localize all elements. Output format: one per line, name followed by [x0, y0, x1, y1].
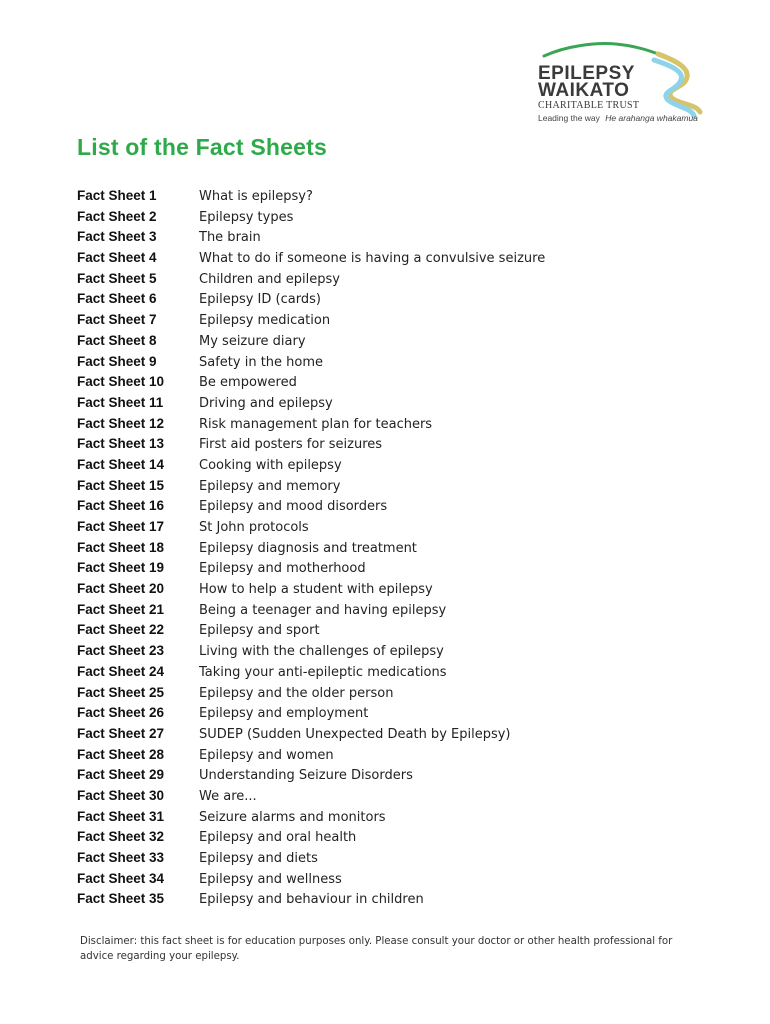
fact-sheet-row [77, 186, 697, 207]
fact-sheet-row [77, 269, 697, 290]
page-title: List of the Fact Sheets [77, 134, 327, 160]
fact-sheet-row [77, 786, 697, 807]
fact-sheet-title: Epilepsy types [199, 209, 294, 225]
fact-sheet-title: What is epilepsy? [199, 189, 313, 204]
fact-sheet-title: Safety in the home [199, 354, 324, 370]
fact-sheet-title: SUDEP (Sudden Unexpected Death by Epilepsy) [199, 726, 511, 742]
fact-sheet-row [77, 414, 697, 435]
fact-sheet-number: Fact Sheet 35 [77, 891, 165, 907]
fact-sheet-number: Fact Sheet 2 [77, 208, 157, 224]
fact-sheet-number: Fact Sheet 27 [77, 725, 165, 741]
fact-sheet-list [77, 186, 697, 910]
fact-sheet-row [77, 558, 697, 579]
fact-sheet-title: How to help a student with epilepsy [199, 582, 433, 598]
fact-sheet-number: Fact Sheet 18 [77, 539, 165, 555]
fact-sheet-row [77, 703, 697, 724]
fact-sheet-title: Epilepsy and diets [199, 851, 318, 866]
fact-sheet-number: Fact Sheet 31 [77, 808, 165, 824]
fact-sheet-row [77, 579, 697, 600]
fact-sheet-number: Fact Sheet 15 [77, 477, 165, 493]
fact-sheet-number: Fact Sheet 4 [77, 250, 157, 266]
fact-sheet-title: The brain [199, 230, 261, 246]
fact-sheet-number: Fact Sheet 28 [77, 746, 165, 762]
fact-sheet-number: Fact Sheet 3 [77, 229, 157, 245]
fact-sheet-number: Fact Sheet 30 [77, 787, 165, 803]
fact-sheet-row [77, 662, 697, 683]
fact-sheet-number: Fact Sheet 1 [77, 188, 157, 203]
fact-sheet-title: Taking your anti-epileptic medications [199, 664, 447, 680]
fact-sheet-number: Fact Sheet 13 [77, 436, 165, 452]
fact-sheet-title: Epilepsy and women [199, 747, 334, 763]
fact-sheet-number: Fact Sheet 24 [77, 663, 165, 679]
fact-sheet-row [77, 765, 697, 786]
fact-sheet-title: First aid posters for seizures [199, 437, 383, 453]
fact-sheet-row [77, 869, 697, 890]
fact-sheet-title: What to do if someone is having a convulsive seizure [199, 251, 546, 267]
fact-sheet-title: Risk management plan for teachers [199, 416, 433, 432]
fact-sheet-title: Epilepsy and oral health [199, 830, 357, 846]
fact-sheet-row [77, 331, 697, 352]
fact-sheet-row [77, 496, 697, 517]
fact-sheet-row [77, 538, 697, 559]
fact-sheet-title: Epilepsy and mood disorders [199, 499, 388, 515]
fact-sheet-title: Seizure alarms and monitors [199, 809, 386, 825]
fact-sheet-number: Fact Sheet 10 [77, 374, 165, 390]
fact-sheet-row [77, 683, 697, 704]
fact-sheet-title: Epilepsy and employment [199, 706, 369, 722]
fact-sheet-number: Fact Sheet 8 [77, 332, 157, 348]
fact-sheet-title: Epilepsy medication [199, 313, 331, 329]
fact-sheet-row [77, 517, 697, 538]
fact-sheet-title: Epilepsy and motherhood [199, 561, 366, 577]
fact-sheet-title: Epilepsy and sport [199, 623, 320, 639]
fact-sheet-title: Be empowered [199, 375, 297, 391]
fact-sheet-number: Fact Sheet 14 [77, 456, 165, 472]
fact-sheet-row [77, 600, 697, 621]
logo-tagline-maori: He arahanga whakamua [605, 113, 698, 123]
fact-sheet-row [77, 372, 697, 393]
fact-sheet-title: Epilepsy and wellness [199, 871, 342, 887]
fact-sheet-title: Epilepsy diagnosis and treatment [199, 540, 417, 556]
fact-sheet-number: Fact Sheet 7 [77, 312, 157, 328]
fact-sheet-row [77, 455, 697, 476]
fact-sheet-title: We are... [199, 788, 257, 804]
fact-sheet-row [77, 724, 697, 745]
fact-sheet-number: Fact Sheet 32 [77, 829, 165, 845]
logo-tagline-english: Leading the way [538, 113, 600, 123]
fact-sheet-row [77, 352, 697, 373]
fact-sheet-title: Children and epilepsy [199, 271, 341, 287]
logo-text-charitable-trust: CHARITABLE TRUST [538, 100, 640, 111]
fact-sheet-number: Fact Sheet 20 [77, 581, 165, 597]
fact-sheet-row [77, 889, 697, 910]
fact-sheet-title: St John protocols [199, 520, 309, 535]
fact-sheet-row [77, 207, 697, 228]
fact-sheet-row [77, 848, 697, 869]
fact-sheet-title: My seizure diary [199, 333, 306, 349]
fact-sheet-number: Fact Sheet 16 [77, 498, 165, 514]
fact-sheet-number: Fact Sheet 12 [77, 415, 165, 431]
fact-sheet-number: Fact Sheet 6 [77, 291, 157, 307]
fact-sheet-title: Epilepsy and memory [199, 478, 341, 494]
fact-sheet-row [77, 393, 697, 414]
fact-sheet-number: Fact Sheet 21 [77, 601, 165, 617]
fact-sheet-title: Understanding Seizure Disorders [199, 768, 413, 784]
fact-sheet-number: Fact Sheet 5 [77, 270, 157, 286]
fact-sheet-row [77, 827, 697, 848]
fact-sheet-row [77, 620, 697, 641]
epilepsy-waikato-logo [536, 40, 706, 126]
logo-tagline [538, 113, 698, 123]
fact-sheet-row [77, 289, 697, 310]
fact-sheet-title: Epilepsy and the older person [199, 685, 394, 701]
fact-sheet-row [77, 248, 697, 269]
fact-sheet-row [77, 745, 697, 766]
fact-sheet-number: Fact Sheet 33 [77, 850, 165, 865]
disclaimer: Disclaimer: this fact sheet is for education purposes only. Please consult your doctor or other health professional for advice regarding your epilepsy. [80, 936, 673, 962]
fact-sheet-number: Fact Sheet 17 [77, 519, 165, 534]
fact-sheet-number: Fact Sheet 23 [77, 643, 165, 659]
fact-sheet-row [77, 310, 697, 331]
fact-sheet-title: Driving and epilepsy [199, 395, 333, 411]
fact-sheet-number: Fact Sheet 34 [77, 870, 165, 886]
fact-sheet-title: Epilepsy and behaviour in children [199, 892, 424, 908]
fact-sheet-row [77, 641, 697, 662]
fact-sheet-number: Fact Sheet 9 [77, 353, 157, 369]
fact-sheet-number: Fact Sheet 11 [77, 394, 164, 410]
logo-text-waikato: WAIKATO [538, 80, 630, 101]
logo-text-epilepsy: EPILEPSY [538, 63, 635, 84]
fact-sheet-number: Fact Sheet 25 [77, 684, 165, 700]
fact-sheet-title: Living with the challenges of epilepsy [199, 644, 444, 660]
fact-sheet-row [77, 434, 697, 455]
fact-sheet-row [77, 227, 697, 248]
fact-sheet-number: Fact Sheet 19 [77, 560, 165, 576]
fact-sheet-number: Fact Sheet 26 [77, 705, 165, 721]
fact-sheet-title: Being a teenager and having epilepsy [199, 602, 447, 618]
fact-sheet-number: Fact Sheet 22 [77, 622, 165, 638]
fact-sheet-row [77, 807, 697, 828]
fact-sheet-row [77, 476, 697, 497]
fact-sheet-number: Fact Sheet 29 [77, 767, 165, 783]
fact-sheet-title: Epilepsy ID (cards) [199, 292, 321, 308]
fact-sheet-title: Cooking with epilepsy [199, 457, 342, 473]
